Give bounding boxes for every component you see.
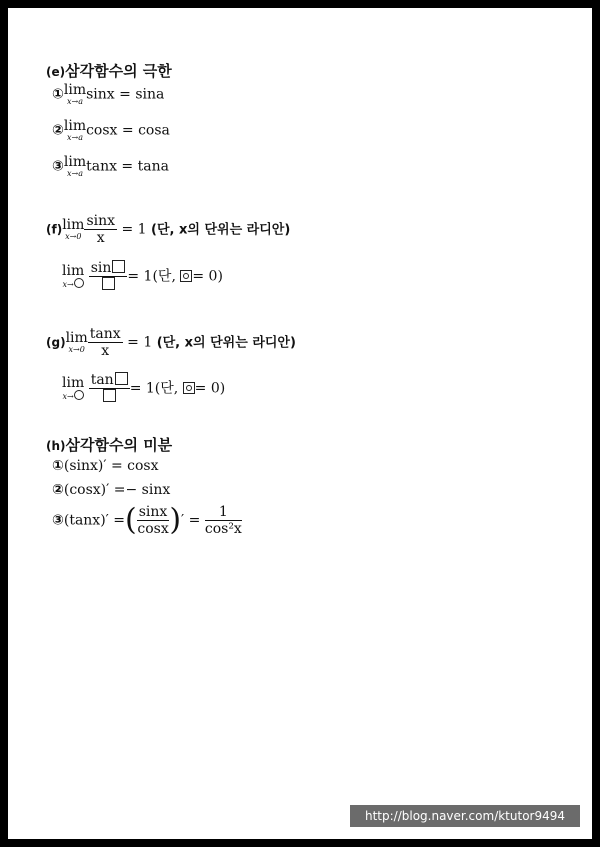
limit-left: cosx <box>86 122 118 139</box>
fraction: $\frac{\sin x}{\cos x}$ <box>137 504 169 537</box>
section-e-title: 삼각함수의 극한 <box>65 62 172 80</box>
section-h-heading <box>46 434 172 455</box>
square-blank-icon <box>115 372 128 385</box>
double-blank-icon <box>183 382 195 394</box>
result-fraction: $\frac{1}{\text{cos²x}}$ <box>204 504 242 537</box>
equals-one: = 1 <box>127 334 153 351</box>
circle-blank-icon <box>74 278 84 288</box>
lim-operator: lim x→a <box>63 82 87 106</box>
square-blank-icon <box>103 389 116 402</box>
lim-operator: lim x→a <box>63 118 87 142</box>
limit-item-2: ②lim x→a cosx = cosa <box>52 118 170 142</box>
item-number: ① <box>52 86 64 103</box>
fraction: $\frac{\tan x}{x}$ <box>89 326 121 359</box>
lim-operator: lim x→0 <box>65 330 88 354</box>
derivative-expression: (tanx)′ = <box>63 512 126 529</box>
square-blank-icon <box>102 277 115 290</box>
lim-operator: lim x→ <box>62 263 85 289</box>
limit-item-1: ①lim x→a sinx = sina <box>52 82 165 106</box>
derivative-expression: (sinx)′ = cosx <box>63 458 159 474</box>
item-number: ② <box>52 122 64 139</box>
item-number: ② <box>52 482 64 498</box>
item-number: ① <box>52 458 64 474</box>
limit-left: tanx <box>86 158 117 175</box>
fraction: sin <box>89 260 128 293</box>
equals-one: = 1 <box>121 221 147 238</box>
radian-note: (단, x의 단위는 라디안) <box>151 222 291 238</box>
lim-operator: lim x→a <box>63 154 87 178</box>
section-g-label: (g) <box>46 335 66 350</box>
blog-watermark: http://blog.naver.com/ktutor9494 <box>350 805 580 827</box>
derivative-item-1 <box>52 458 159 474</box>
lim-operator: lim x→ <box>62 375 85 401</box>
section-f-label: (f) <box>46 222 63 237</box>
fraction: tan <box>89 372 130 405</box>
section-g-formula <box>46 326 296 359</box>
derivative-expression: (cosx)′ =− sinx <box>63 482 171 498</box>
item-number: ③ <box>52 158 64 175</box>
section-f-formula <box>46 213 290 246</box>
limit-right: sina <box>135 86 165 103</box>
limit-left: sinx <box>86 86 115 103</box>
double-blank-icon <box>180 270 192 282</box>
section-h-title: 삼각함수의 미분 <box>65 436 173 454</box>
circle-blank-icon <box>74 390 84 400</box>
section-g-blank-formula: lim x→ tan = 1(단, = 0) <box>62 372 225 405</box>
limit-right: cosa <box>138 122 170 139</box>
fraction: $\frac{\sin x}{x}$ <box>86 213 116 246</box>
radian-note: (단, x의 단위는 라디안) <box>156 335 296 351</box>
item-number: ③ <box>52 512 64 529</box>
lim-operator: lim x→0 <box>62 217 85 241</box>
derivative-item-2 <box>52 482 170 498</box>
section-e-heading <box>46 60 172 81</box>
limit-right: tana <box>137 158 169 175</box>
section-h-label: (h) <box>46 439 66 453</box>
section-e-label: (e) <box>46 65 66 79</box>
section-f-blank-formula: lim x→ sin = 1(단, = 0) <box>62 260 223 293</box>
derivative-item-3: ③(tanx)′ =( $\frac{\sin x}{\cos x}$ )′ = $\frac{1}{\text{cos²x}}$ <box>52 502 242 538</box>
document-page <box>8 8 592 839</box>
limit-item-3: ③lim x→a tanx = tana <box>52 154 169 178</box>
square-blank-icon <box>112 260 125 273</box>
